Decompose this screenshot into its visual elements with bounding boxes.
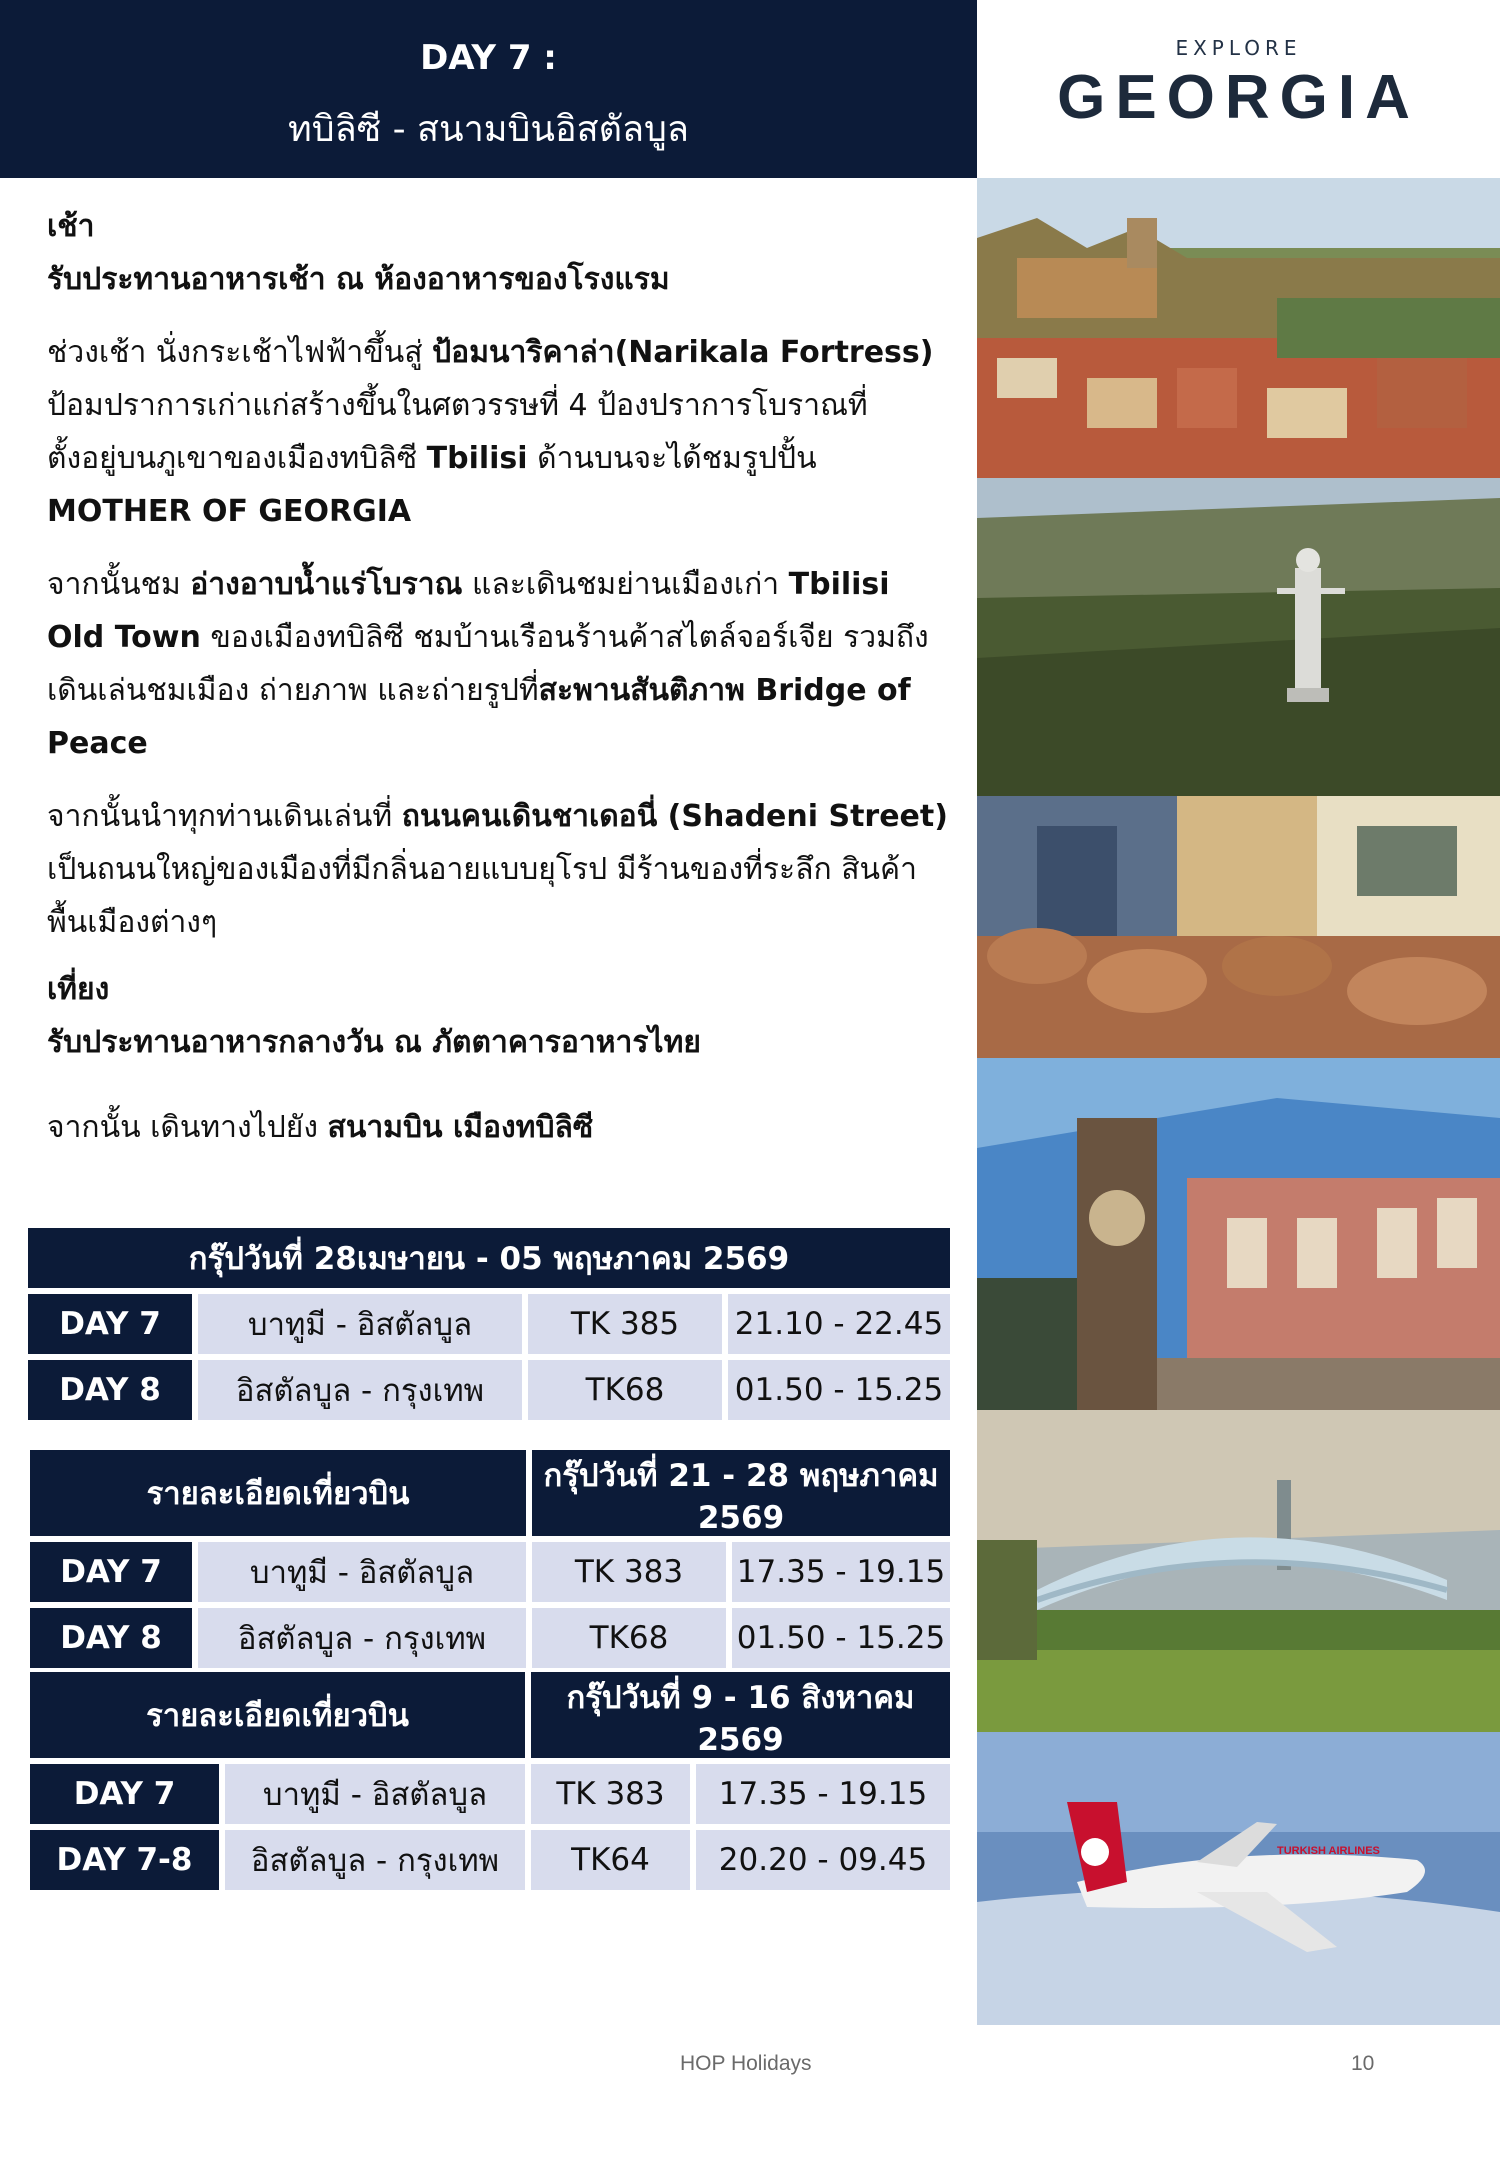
table-row — [27, 1827, 953, 1893]
paragraph-narikala — [47, 326, 967, 538]
paragraph-shadeni — [47, 790, 967, 949]
text: ช่วงเช้า นั่งกระเช้าไฟฟ้าขึ้นสู่ — [47, 335, 433, 370]
flight-cell: TK 385 — [525, 1291, 725, 1357]
time-cell: 20.20 - 09.45 — [693, 1827, 953, 1893]
narikala-fortress-name: ป้อมนาริคาล่า(Narikala Fortress) — [432, 335, 934, 370]
text: เป็นถนนใหญ่ของเมืองที่มีกลิ่นอายแบบยุโรป มีร้านของที่ระลึก สินค้า — [47, 852, 917, 887]
photo-tbilisi-old-town — [977, 178, 1500, 478]
flight-table-1 — [25, 1225, 953, 1423]
table-title-left: รายละเอียดเที่ยวบิน — [27, 1447, 529, 1539]
flight-cell: TK68 — [529, 1605, 729, 1671]
day-header — [0, 0, 977, 178]
route-cell: บาทูมี - อิสตัลบูล — [222, 1761, 528, 1827]
time-cell: 01.50 - 15.25 — [729, 1605, 953, 1671]
day-title: DAY 7 : — [420, 38, 557, 78]
flight-table-3 — [27, 1669, 953, 1893]
page-number: 10 — [1351, 2052, 1375, 2075]
table-title: กรุ๊ปวันที่ 21 - 28 พฤษภาคม 2569 — [529, 1447, 953, 1539]
old-town-name: Old Town — [47, 620, 201, 655]
text: และเดินชมย่านเมืองเก่า — [462, 567, 789, 602]
flight-cell: TK 383 — [529, 1539, 729, 1605]
airport-name: สนามบิน เมืองทบิลิซี — [327, 1110, 594, 1145]
day-cell: DAY 8 — [27, 1605, 195, 1671]
peace-word: Peace — [47, 726, 148, 761]
day-cell: DAY 7-8 — [27, 1827, 222, 1893]
route-cell: บาทูมี - อิสตัลบูล — [195, 1291, 525, 1357]
text: ของเมืองทบิลิซี ชมบ้านเรือนร้านค้าสไตล์จอร์เจีย รวมถึง — [200, 620, 929, 655]
morning-heading: เช้า — [47, 209, 95, 244]
table-title-left: รายละเอียดเที่ยวบิน — [27, 1669, 528, 1761]
text: ป้อมปราการเก่าแก่สร้างขึ้นในศตวรรษที่ 4 ป้องปราการโบราณที่ — [47, 388, 868, 423]
text: ตั้งอยู่บนภูเขาของเมืองทบิลิซี — [47, 441, 427, 476]
time-cell: 17.35 - 19.15 — [693, 1761, 953, 1827]
photo-airplane — [977, 1732, 1500, 2025]
shadeni-street-name: ถนนคนเดินชาเดอนี่ (Shadeni Street) — [401, 799, 948, 834]
route-cell: อิสตัลบูล - กรุงเทพ — [222, 1827, 528, 1893]
time-cell: 17.35 - 19.15 — [729, 1539, 953, 1605]
day-cell: DAY 7 — [25, 1291, 195, 1357]
route-cell: บาทูมี - อิสตัลบูล — [195, 1539, 529, 1605]
tbilisi-name: Tbilisi — [426, 441, 528, 476]
text: เดินเล่นชมเมือง ถ่ายภาพ และถ่ายรูปที่ — [47, 673, 539, 708]
text: จากนั้นนำทุกท่านเดินเล่นที่ — [47, 799, 402, 834]
time-cell: 01.50 - 15.25 — [725, 1357, 953, 1423]
table-row — [27, 1761, 953, 1827]
itinerary-body — [47, 200, 967, 1154]
route-cell: อิสตัลบูล - กรุงเทพ — [195, 1605, 529, 1671]
flight-cell: TK64 — [528, 1827, 693, 1893]
noon-heading: เที่ยง — [47, 972, 110, 1007]
text: พื้นเมืองต่างๆ — [47, 905, 218, 940]
table-row — [27, 1539, 953, 1605]
explore-georgia-logo — [977, 0, 1500, 178]
airline-name-text: TURKISH AIRLINES — [1277, 1845, 1380, 1857]
sulfur-baths-name: อ่างอาบน้ำแร่โบราณ — [190, 567, 463, 602]
photo-column — [977, 178, 1500, 2025]
time-cell: 21.10 - 22.45 — [725, 1291, 953, 1357]
tbilisi-name: Tbilisi — [788, 567, 890, 602]
day-route: ทบิลิซี - สนามบินอิสตัลบูล — [288, 109, 689, 150]
logo-explore-text: EXPLORE — [1175, 36, 1302, 60]
lunch-line: รับประทานอาหารกลางวัน ณ ภัตตาคารอาหารไทย — [47, 1025, 701, 1060]
flight-cell: TK68 — [525, 1357, 725, 1423]
text: ด้านบนจะได้ชมรูปปั้น — [527, 441, 817, 476]
text: จากนั้นชม — [47, 567, 191, 602]
paragraph-old-town — [47, 558, 967, 770]
photo-mother-of-georgia — [977, 478, 1500, 796]
route-cell: อิสตัลบูล - กรุงเทพ — [195, 1357, 525, 1423]
table-title: กรุ๊ปวันที่ 9 - 16 สิงหาคม 2569 — [528, 1669, 953, 1761]
bridge-of-peace-name: สะพานสันติภาพ Bridge of — [538, 673, 911, 708]
flight-table-2 — [27, 1447, 953, 1671]
breakfast-line: รับประทานอาหารเช้า ณ ห้องอาหารของโรงแรม — [47, 262, 670, 297]
mother-of-georgia-name: MOTHER OF GEORGIA — [47, 494, 412, 529]
photo-clock-tower — [977, 1058, 1500, 1410]
flight-cell: TK 383 — [528, 1761, 693, 1827]
day-cell: DAY 7 — [27, 1539, 195, 1605]
day-cell: DAY 8 — [25, 1357, 195, 1423]
photo-bridge-of-peace — [977, 1410, 1500, 1732]
photo-sulfur-baths — [977, 796, 1500, 1058]
text: จากนั้น เดินทางไปยัง — [47, 1110, 328, 1145]
day-cell: DAY 7 — [27, 1761, 222, 1827]
logo-georgia-text: GEORGIA — [1057, 63, 1420, 132]
table-row — [25, 1291, 953, 1357]
footer-brand: HOP Holidays — [680, 2052, 812, 2075]
table-row — [27, 1605, 953, 1671]
table-title: กรุ๊ปวันที่ 28เมษายน - 05 พฤษภาคม 2569 — [25, 1225, 953, 1291]
table-row — [25, 1357, 953, 1423]
